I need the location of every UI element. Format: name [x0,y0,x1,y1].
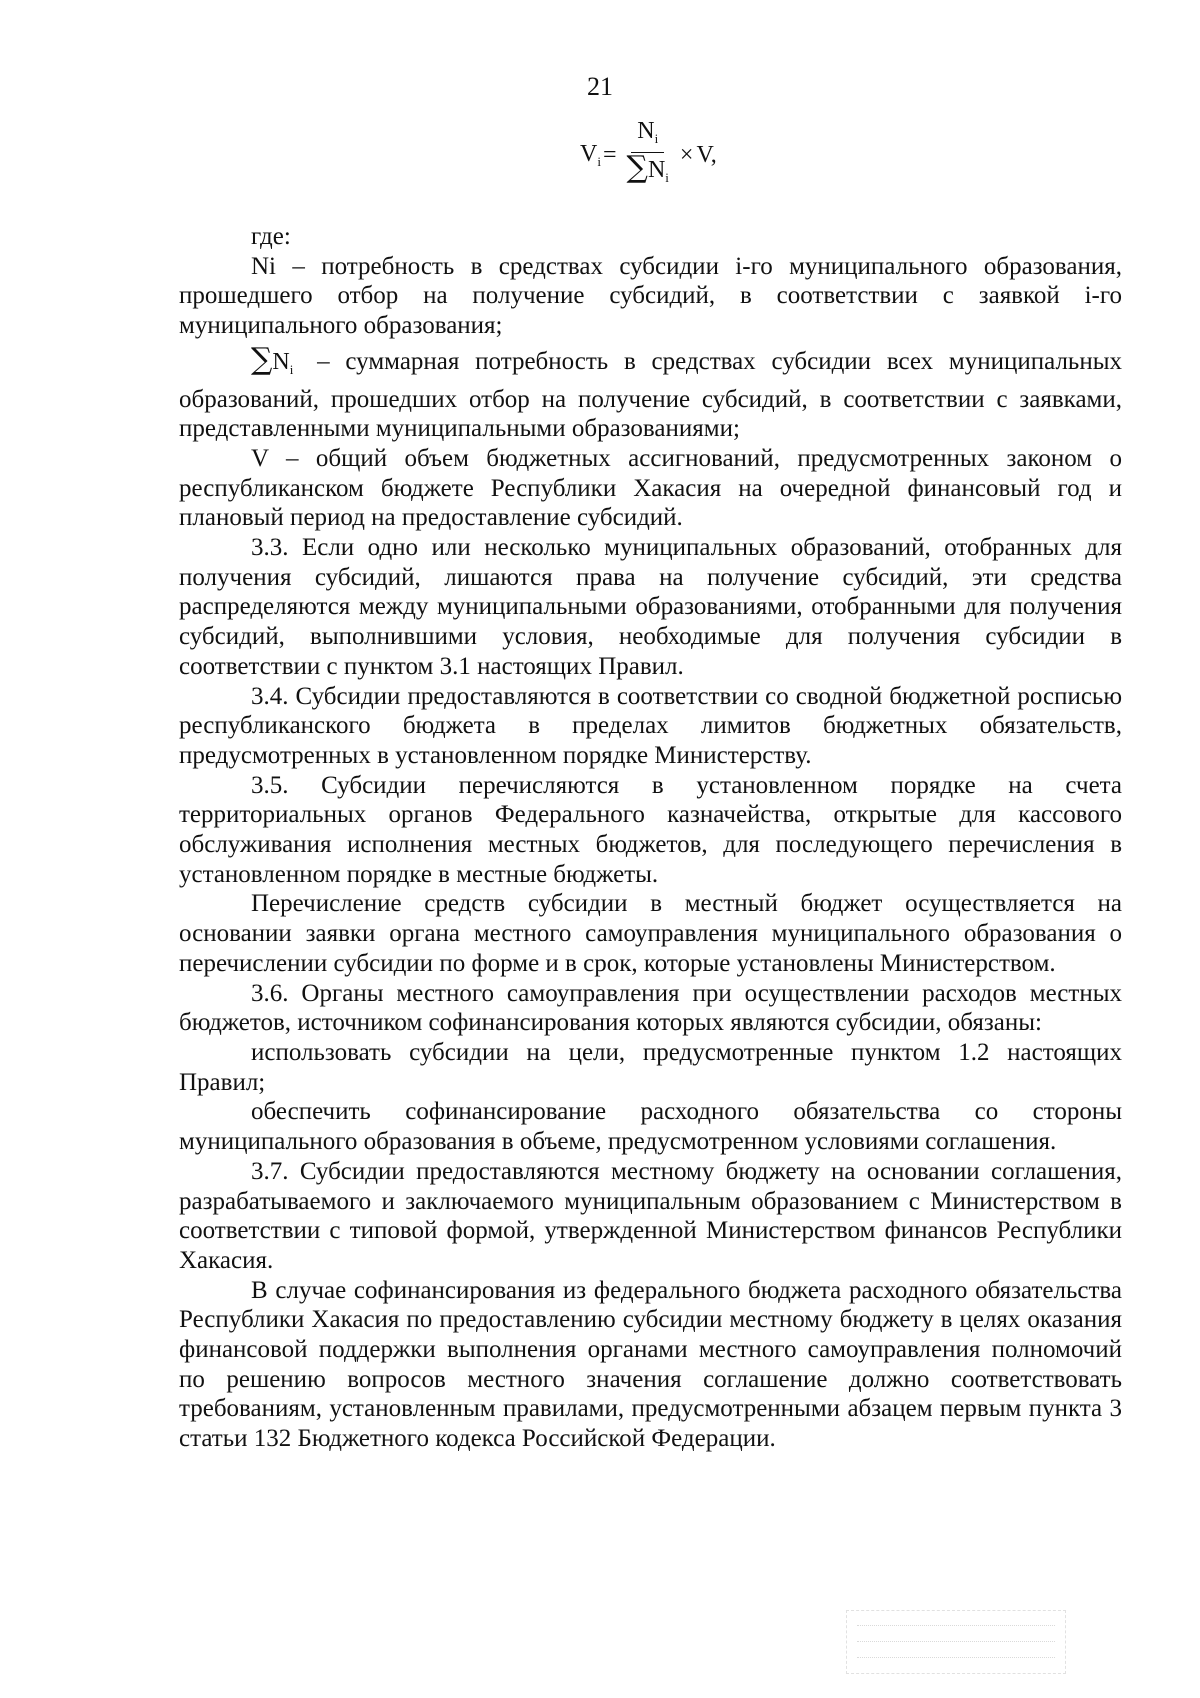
paragraph-v-definition: V – общий объем бюджетных ассигнований, предусмотренных законом о республиканском бюджете Республики Хакасия на очередной финансовый год и плановый период на предоставление субсидий. [179,444,1122,532]
formula-lhs: $V_i$ [580,140,601,169]
paragraph-sum-definition: $\sum N_i$ – суммарная потребность в средствах субсидии всех муниципальных образований, прошедших отбор на получение субсидий, в соответствии с заявками, представленными муниципальными образованиями; [179,341,1122,443]
paragraph-ni-definition: Ni – потребность в средствах субсидии i-го муниципального образования, прошедшего отбор на получение субсидий, в соответствии с заявкой i-го муниципального образования; [179,252,1122,340]
paragraph-3-5-transfer: Перечисление средств субсидии в местный бюджет осуществляется на основании заявки органа местного самоуправления муниципального образования о перечислении субсидии по форме и в срок, которые установлены Министерством. [179,890,1122,977]
paragraph-3-4: 3.4. Субсидии предоставляются в соответствии со сводной бюджетной росписью республиканского бюджета в пределах лимитов бюджетных обязательств, предусмотренных в установленном порядке Министерству. [179,682,1122,769]
paragraph-3-6-use: использовать субсидии на цели, предусмотренные пунктом 1.2 настоящих Правил; [179,1038,1122,1096]
faded-stamp [846,1610,1066,1674]
paragraph-3-3: 3.3. Если одно или несколько муниципальных образований, отобранных для получения субсидий, лишаются права на получение субсидий, эти средства распределяются между муниципальными образованиями, отобранными для получения субсидий, выполнившими условия, необходимые для получения субсидии в соответствии с пунктом 3.1 настоящих Правил. [179,534,1122,680]
formula-denominator: $\sum N_i$ [626,150,669,185]
formula-numerator: $N_i$ [631,118,664,153]
formula-fraction [623,118,673,192]
where-label: где: [251,223,291,250]
formula-times: × [679,141,694,168]
paragraph-3-6: 3.6. Органы местного самоуправления при осуществлении расходов местных бюджетов, источником софинансирования которых являются субсидии, обязаны: [179,979,1122,1037]
distribution-formula [580,118,717,192]
paragraph-3-5: 3.5. Субсидии перечисляются в установленном порядке на счета территориальных органов Федерального казначейства, открытые для кассового обслуживания исполнения местных бюджетов, для последующего перечисления в установленном порядке в местные бюджеты. [179,771,1122,888]
formula-rhs: V, [696,141,717,168]
paragraph-3-7-federal: В случае софинансирования из федерального бюджета расходного обязательства Республики Хакасия по предоставлению субсидии местному бюджету в целях оказания финансовой поддержки выполнения органами местного самоуправления полномочий по решению вопросов местного значения соглашение должно соответствовать требованиям, установленным правилами, предусмотренными абзацем первым пункта 3 статьи 132 Бюджетного кодекса Российской Федерации. [179,1276,1122,1453]
paragraph-3-6-cofinance: обеспечить софинансирование расходного обязательства со стороны муниципального образования в объеме, предусмотренном условиями соглашения. [179,1098,1122,1156]
paragraph-3-7: 3.7. Субсидии предоставляются местному бюджету на основании соглашения, разрабатываемого и заключаемого муниципальным образованием с Министерством в соответствии с типовой формой, утвержденной Министерством финансов Республики Хакасия. [179,1157,1122,1274]
page-number: 21 [587,72,613,101]
formula-equals: = [602,141,617,168]
sum-symbol: $\sum N_i$ [251,341,294,377]
document-body [179,222,1122,1454]
